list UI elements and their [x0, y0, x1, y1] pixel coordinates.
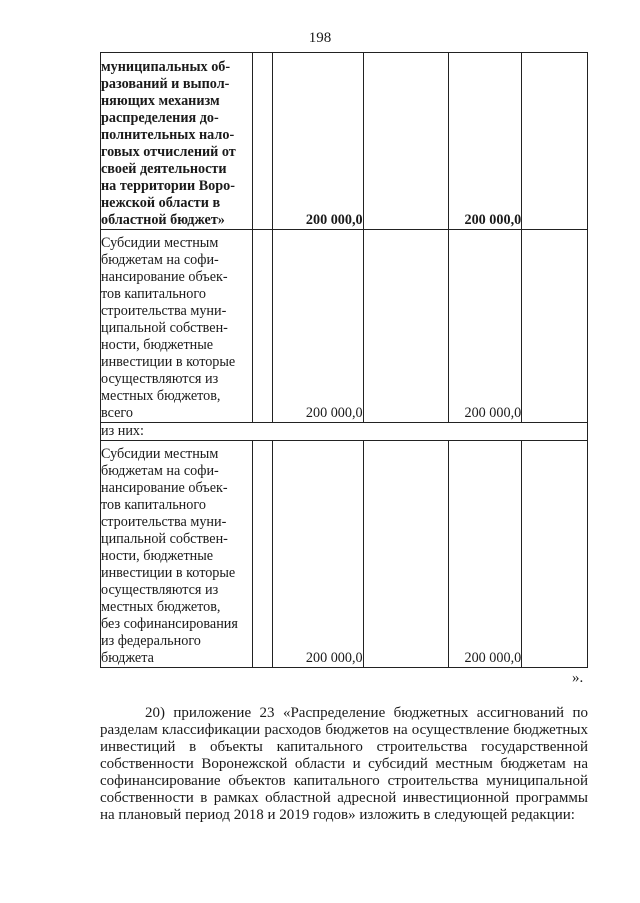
- empty-cell: [252, 441, 272, 668]
- value-cell: 200 000,0: [449, 230, 522, 423]
- page-number: 198: [308, 30, 332, 46]
- amendment-paragraph: 20) приложение 23 «Распределение бюджетных ассигнований по разделам классификации расходов бюджетов на осуществление бюджетных инвестиций в объекты капитального строительства государственной собственности Воронежской области и субсидий местным бюджетам на софинансирование объектов капитального строительства муниципальной собственности в рамках областной адресной инвестиционной программы на плановый период 2018 и 2019 годов» изложить в следующей редакции:: [100, 705, 588, 823]
- empty-cell: [363, 53, 449, 230]
- closing-quote-mark: ».: [572, 670, 584, 686]
- empty-cell: [252, 53, 272, 230]
- table-row: [101, 423, 588, 441]
- empty-cell: [522, 53, 588, 230]
- empty-cell: [363, 441, 449, 668]
- value-cell: 200 000,0: [272, 230, 363, 423]
- value-cell: 200 000,0: [272, 53, 363, 230]
- value-cell: 200 000,0: [449, 53, 522, 230]
- empty-cell: [252, 230, 272, 423]
- table-row: [101, 230, 588, 423]
- table-row: [101, 53, 588, 230]
- budget-table: [100, 52, 588, 668]
- value-cell: 200 000,0: [272, 441, 363, 668]
- value-cell: 200 000,0: [449, 441, 522, 668]
- empty-cell: [522, 441, 588, 668]
- subheading-cell: из них:: [101, 423, 588, 441]
- empty-cell: [522, 230, 588, 423]
- empty-cell: [363, 230, 449, 423]
- row-name-cell: муниципальных об- разований и выпол- няющих механизм распределения до- полнительных нало- говых отчислений от своей деятельности на территории Воро- нежской области в областной бюджет»: [101, 53, 253, 230]
- table-row: [101, 441, 588, 668]
- row-name-cell: Субсидии местным бюджетам на софи- нансирование объек- тов капитального строительства муни- ципальной собствен- ности, бюджетные инвестиции в которые осуществляются из местных бюджетов, без софинансирования из федерального бюджета: [101, 441, 253, 668]
- row-name-cell: Субсидии местным бюджетам на софи- нансирование объек- тов капитального строительства муни- ципальной собствен- ности, бюджетные инвестиции в которые осуществляются из местных бюджетов, всего: [101, 230, 253, 423]
